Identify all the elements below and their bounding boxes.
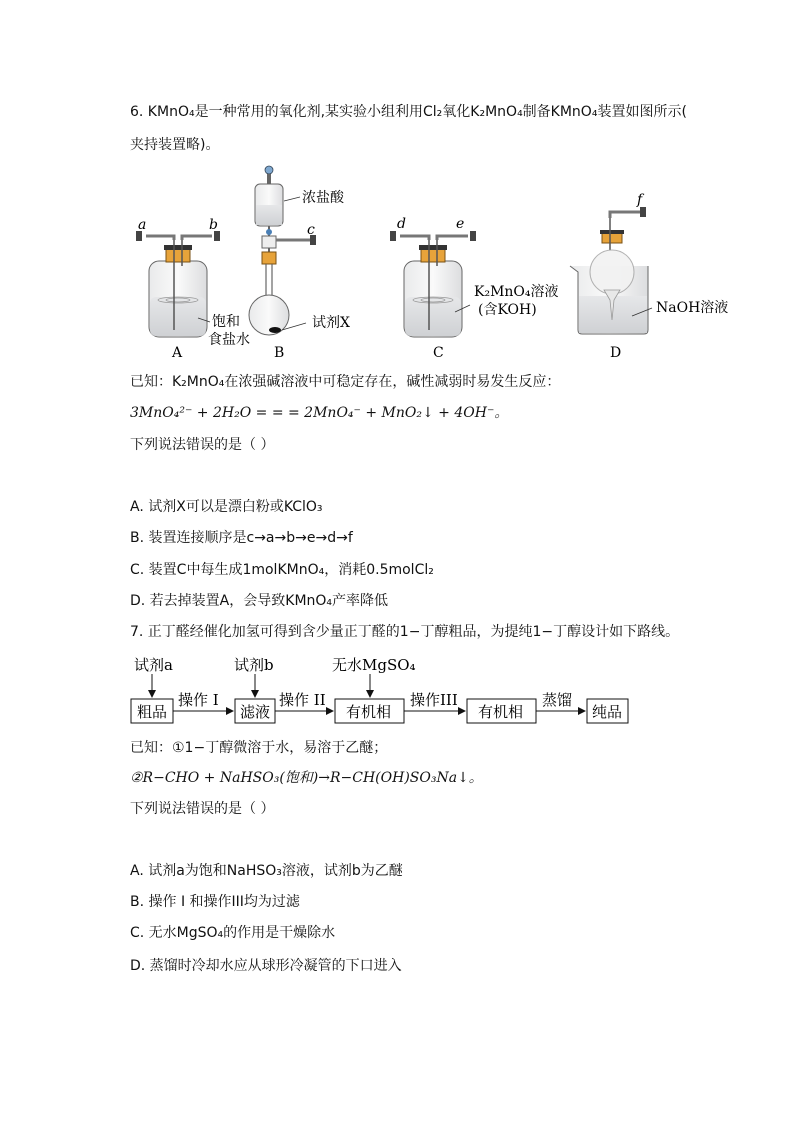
- q6-option-c[interactable]: C. 装置C中每生成1molKMnO₄，消耗0.5molCl₂: [130, 562, 434, 578]
- caption-c: C: [433, 345, 444, 361]
- q7-option-d[interactable]: D. 蒸馏时冷却水应从球形冷凝管的下口进入: [130, 958, 402, 974]
- q6-stem-line1: 6. KMnO₄是一种常用的氧化剂,某实验小组利用Cl₂氧化K₂MnO₄制备KMnO₄装置如图所示(: [130, 104, 687, 120]
- flow-op-3: 操作III: [410, 691, 458, 709]
- q6-question: 下列说法错误的是（ ）: [130, 437, 275, 453]
- caption-a: A: [172, 345, 183, 361]
- q6-option-d[interactable]: D. 若去掉装置A，会导致KMnO₄产率降低: [130, 593, 389, 609]
- caption-d: D: [610, 345, 622, 361]
- q7-option-a[interactable]: A. 试剂a为饱和NaHSO₃溶液，试剂b为乙醚: [130, 863, 403, 879]
- caption-b: B: [274, 345, 285, 361]
- label-c: c: [307, 222, 315, 238]
- q6-stem-line2: 夹持装置略)。: [130, 137, 220, 153]
- q7-question: 下列说法错误的是（ ）: [130, 801, 275, 817]
- label-f: f: [637, 192, 643, 208]
- label-reagent-x: 试剂X: [312, 315, 350, 331]
- label-k2mno4-1: K₂MnO₄溶液: [474, 284, 559, 300]
- q7-option-c[interactable]: C. 无水MgSO₄的作用是干燥除水: [130, 925, 336, 941]
- q6-equation: 3MnO₄²⁻ + 2H₂O = = = 2MnO₄⁻ + MnO₂↓ + 4OH⁻。: [130, 405, 509, 421]
- q7-stem: 7. 正丁醛经催化加氢可得到含少量正丁醛的1−丁醇粗品，为提纯1−丁醇设计如下路线。: [130, 624, 680, 640]
- label-a: a: [138, 217, 147, 233]
- flow-box-crude: 粗品: [137, 703, 168, 721]
- flow-op-4: 蒸馏: [542, 691, 573, 709]
- q7-known-1: 已知：①1−丁醇微溶于水，易溶于乙醚；: [130, 740, 388, 756]
- flow-op-1: 操作 I: [178, 691, 219, 709]
- label-sat-salt-1: 饱和: [212, 314, 240, 330]
- flow-box-organic-2: 有机相: [478, 703, 524, 721]
- flow-box-organic-1: 有机相: [346, 703, 392, 721]
- label-sat-salt-2: 食盐水: [208, 332, 250, 348]
- flow-box-pure: 纯品: [592, 703, 623, 721]
- q6-option-a[interactable]: A. 试剂X可以是漂白粉或KClO₃: [130, 499, 323, 515]
- q7-option-b[interactable]: B. 操作 I 和操作III均为过滤: [130, 894, 300, 910]
- flow-reagent-b: 试剂b: [234, 656, 274, 674]
- label-d: d: [397, 216, 406, 232]
- label-k2mno4-2: (含KOH): [478, 302, 537, 318]
- label-conc-hcl: 浓盐酸: [302, 190, 344, 206]
- flow-box-filtrate: 滤液: [240, 703, 271, 721]
- label-naoh: NaOH溶液: [656, 300, 729, 316]
- flow-op-2: 操作 II: [279, 691, 326, 709]
- label-e: e: [456, 216, 465, 232]
- flow-reagent-a: 试剂a: [134, 656, 173, 674]
- label-b: b: [209, 217, 218, 233]
- q6-known: 已知：K₂MnO₄在浓强碱溶液中可稳定存在，碱性减弱时易发生反应：: [130, 374, 561, 390]
- flow-anhydrous: 无水MgSO₄: [332, 656, 416, 674]
- q7-known-2: ②R−CHO + NaHSO₃(饱和)→R−CH(OH)SO₃Na↓。: [130, 770, 483, 786]
- q6-option-b[interactable]: B. 装置连接顺序是c→a→b→e→d→f: [130, 530, 353, 546]
